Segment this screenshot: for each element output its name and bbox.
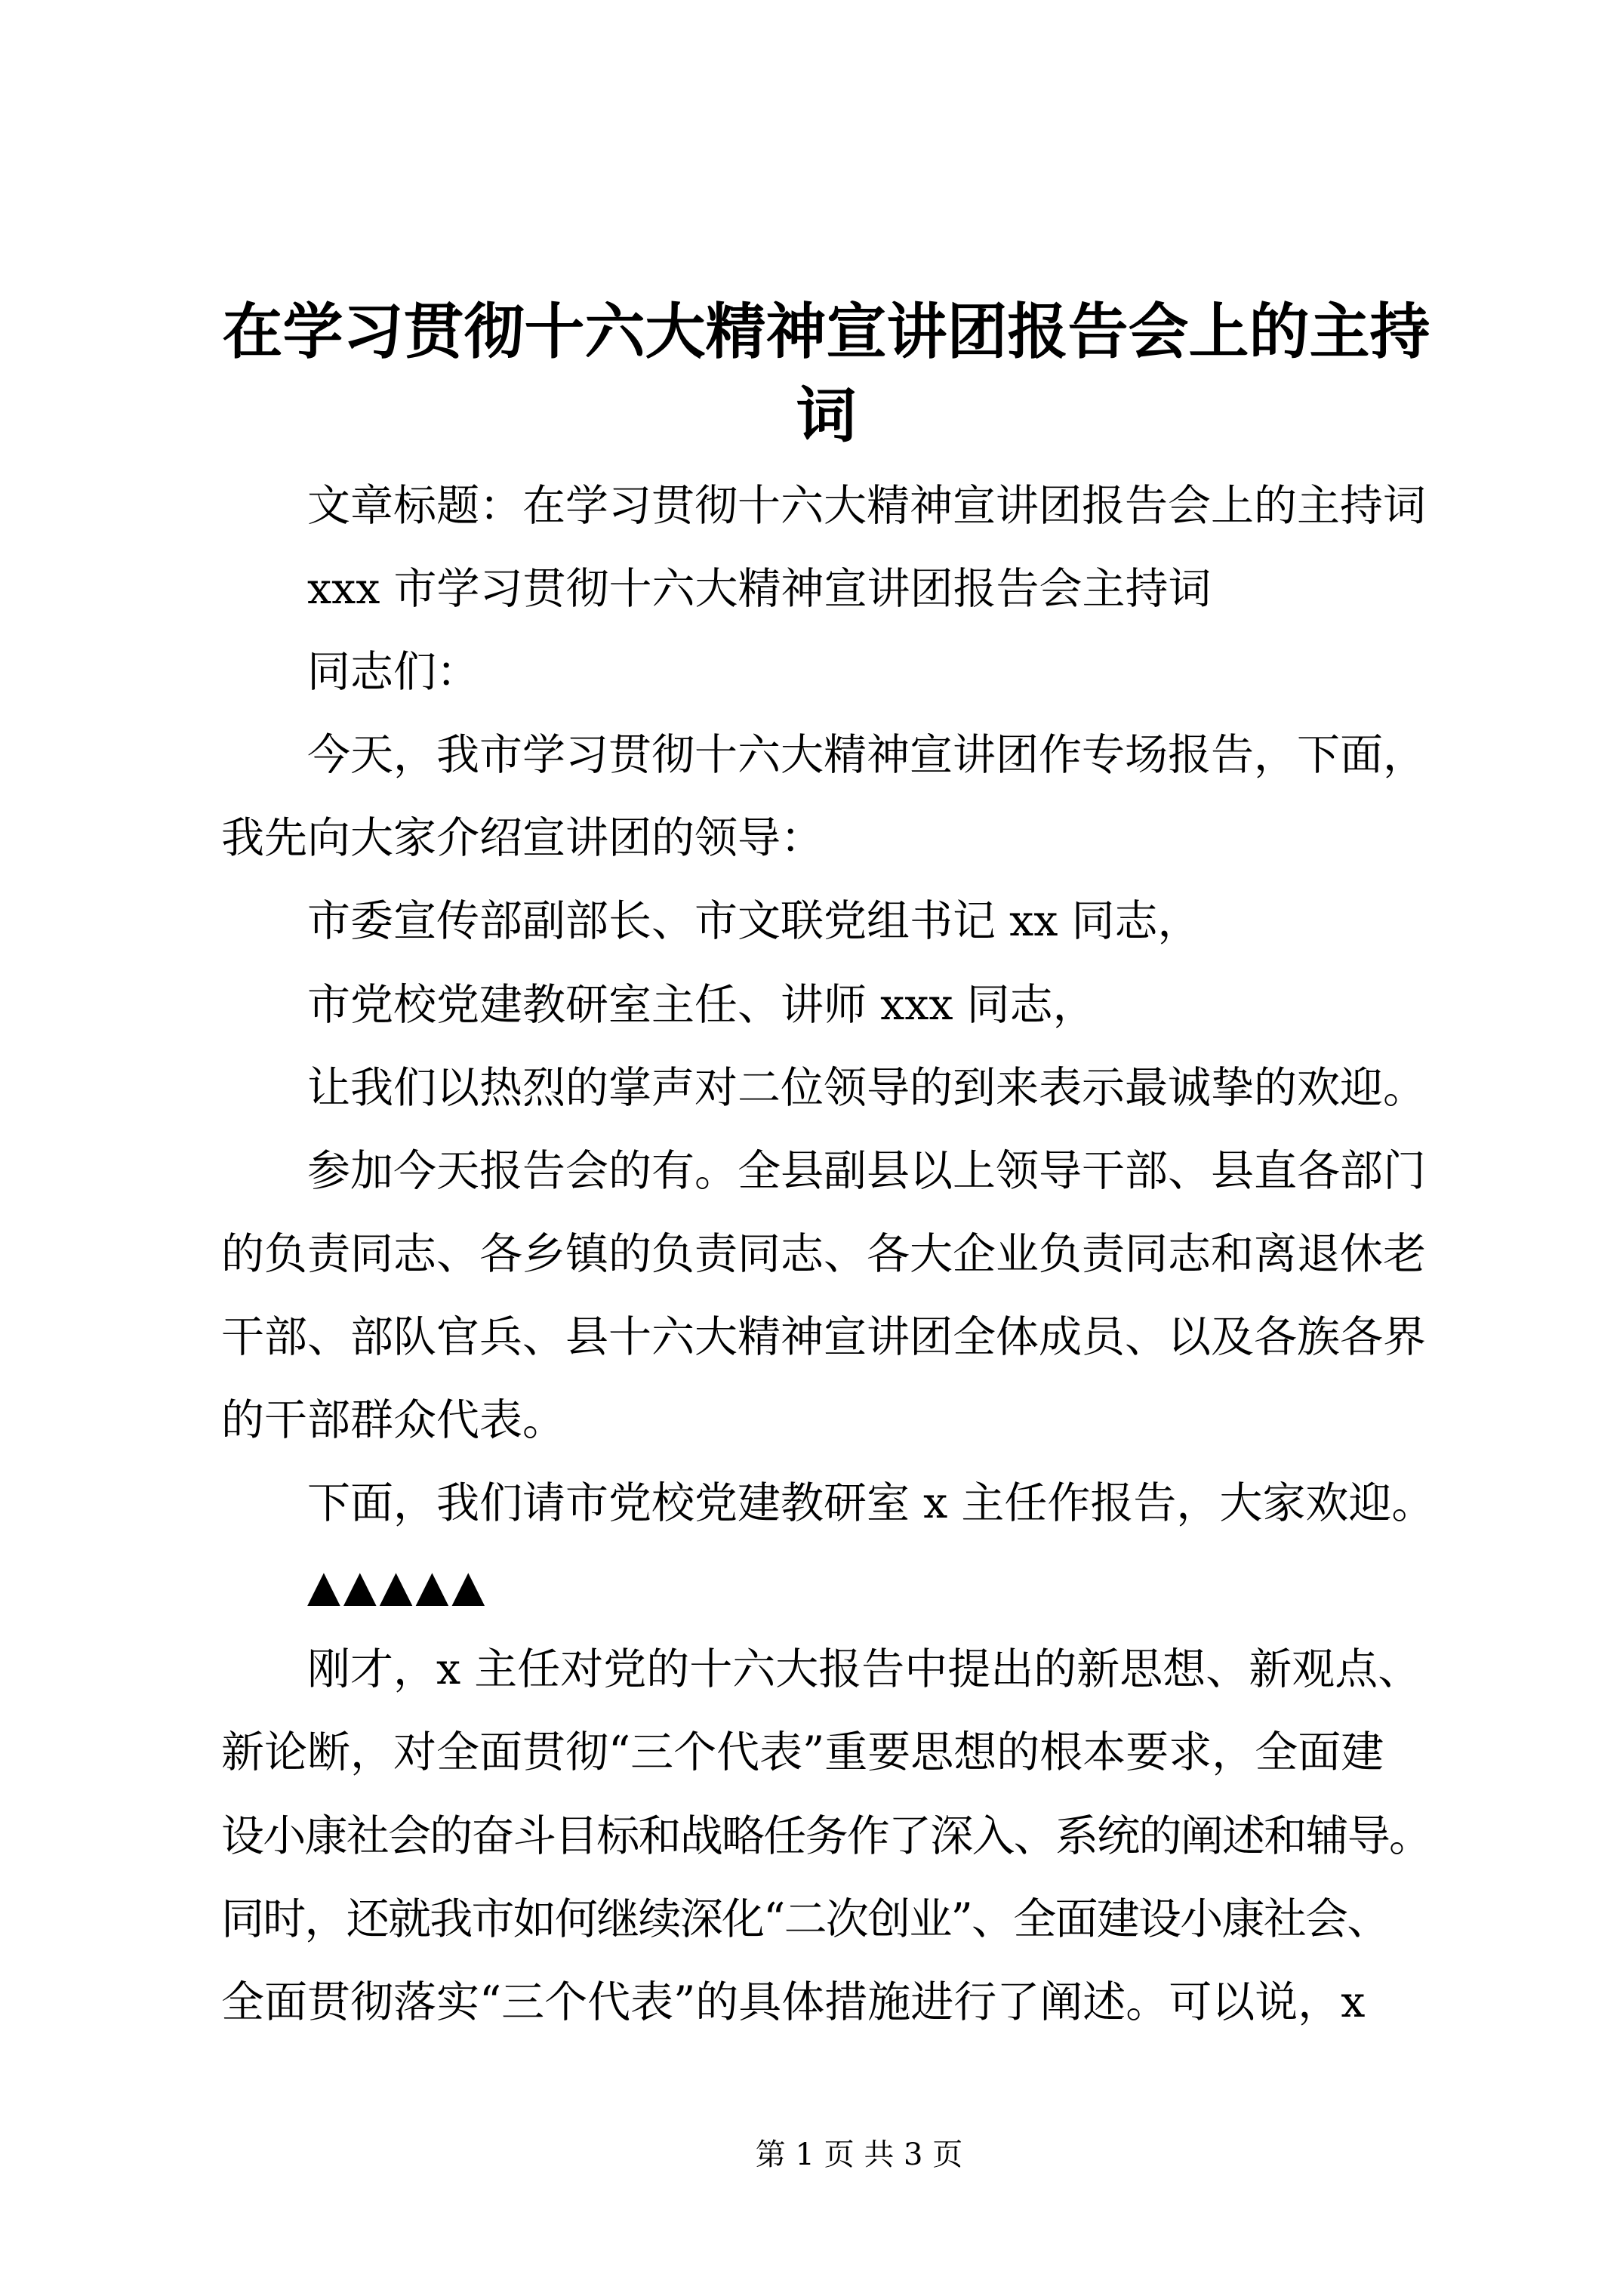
triangle-icons: ▲▲▲▲▲ (307, 1561, 488, 1612)
text-line: 干部、部队官兵、县十六大精神宣讲团全体成员、以及各族各界 (221, 1311, 1426, 1362)
paragraph-article-title (221, 464, 1431, 547)
text-line: 让我们以热烈的掌声对二位领导的到来表示最诚挚的欢迎。 (307, 1062, 1426, 1113)
text-line: 今天，我市学习贯彻十六大精神宣讲团作专场报告，下面， (307, 730, 1426, 781)
document-body (221, 464, 1435, 2044)
page-number: 第 1 页 共 3 页 (755, 2137, 963, 2172)
text-line: 全面贯彻落实“三个代表”的具体措施进行了阐述。可以说，x (221, 1977, 1366, 2027)
text-line: 同时，还就我市如何继续深化“二次创业”、全面建设小康社会、 (221, 1894, 1389, 1944)
title-line: 词 (796, 380, 857, 451)
paragraph-salutation (221, 630, 1431, 713)
text-line: 的负责同志、各乡镇的负责同志、各大企业负责同志和离退休老 (221, 1228, 1426, 1279)
triangle-separator (221, 1545, 1431, 1628)
text-line: xxx 市学习贯彻十六大精神宣讲团报告会主持词 (307, 564, 1212, 615)
text-line: 同志们： (307, 647, 479, 698)
paragraph-subtitle (221, 547, 1431, 630)
paragraph (221, 1046, 1431, 1130)
paragraph (221, 713, 1431, 880)
text-line: 参加今天报告会的有。全县副县以上领导干部、县直各部门 (307, 1145, 1426, 1196)
text-line: 下面，我们请市党校党建教研室 x 主任作报告，大家欢迎。 (307, 1478, 1435, 1529)
paragraph (221, 1462, 1435, 1545)
text-line: 刚才，x 主任对党的十六大报告中提出的新思想、新观点、 (307, 1644, 1421, 1695)
paragraph (221, 1130, 1431, 1462)
text-line: 设小康社会的奋斗目标和战略任务作了深入、系统的阐述和辅导。 (221, 1811, 1431, 1861)
text-line: 我先向大家介绍宣讲团的领导： (221, 813, 824, 864)
paragraph (221, 963, 1431, 1046)
text-line: 的干部群众代表。 (221, 1395, 565, 1446)
document-title (221, 290, 1431, 458)
text-line: 市党校党建教研室主任、讲师 xxx 同志， (307, 979, 1096, 1030)
text-line: 文章标题：在学习贯彻十六大精神宣讲团报告会上的主持词 (307, 481, 1426, 531)
paragraph (221, 1628, 1431, 2043)
text-line: 市委宣传部副部长、市文联党组书记 xx 同志， (307, 896, 1201, 947)
paragraph (221, 880, 1431, 963)
title-line: 在学习贯彻十六大精神宣讲团报告会上的主持 (222, 296, 1431, 367)
text-line: 新论断，对全面贯彻“三个代表”重要思想的根本要求，全面建 (221, 1727, 1384, 1778)
